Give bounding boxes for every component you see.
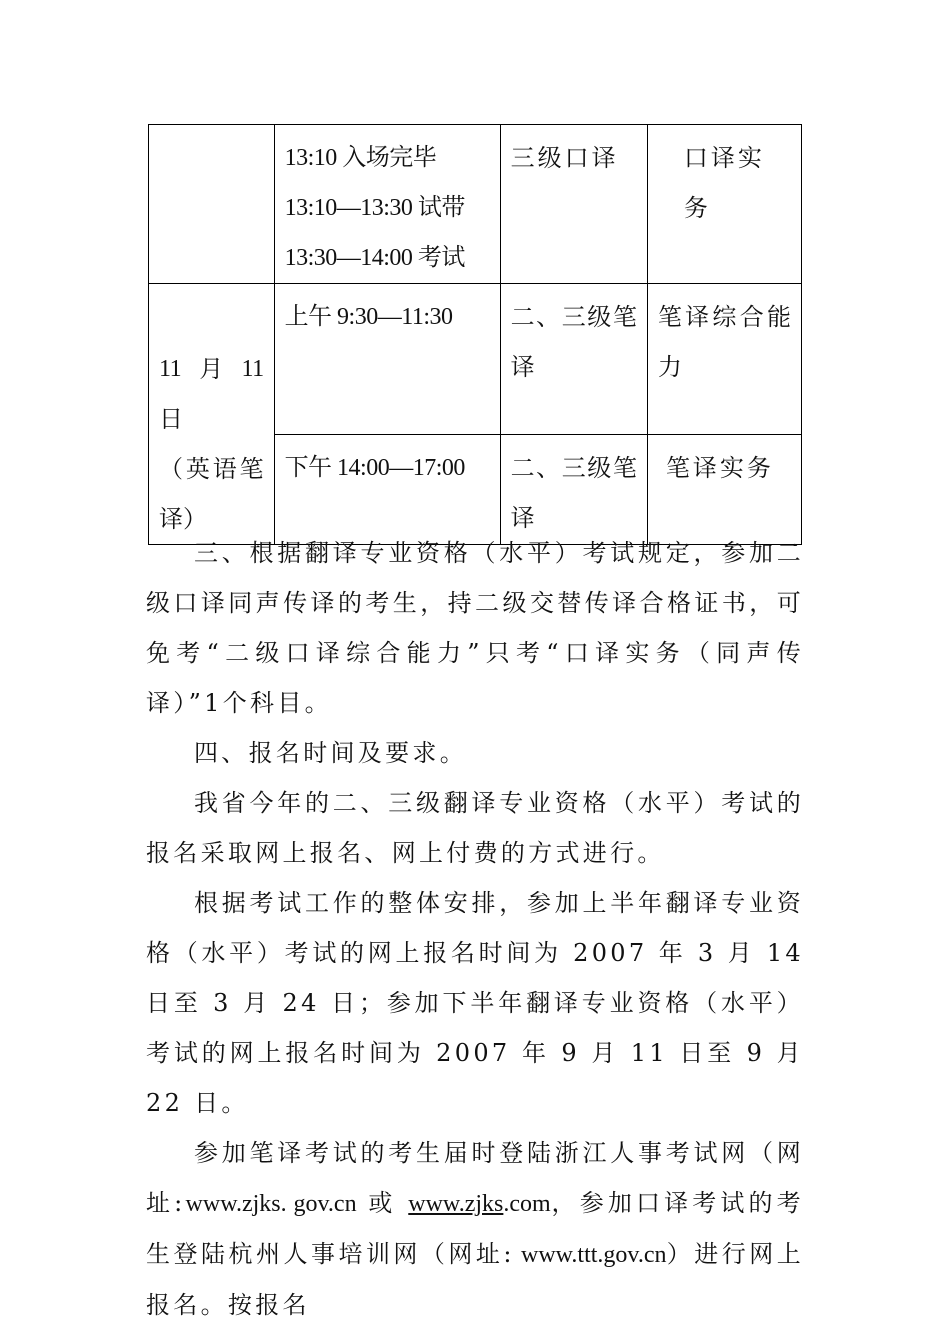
paragraph-exemption: 三、根据翻译专业资格（水平）考试规定，参加二级口译同声传译的考生，持二级交替传译合格证书，可免考“二级口译综合能力”只考“口译实务（同声传译）”1个科目。 [146, 539, 804, 717]
date-month-word: 月 [199, 355, 224, 383]
date-cell [149, 284, 275, 545]
table-row [149, 125, 802, 284]
subject-cell [647, 284, 801, 435]
time-line: 13:10—13:30 试带 [284, 195, 465, 221]
text-span: ）进行网上报名。按报名 [146, 1240, 804, 1319]
time-line: 13:30—14:00 考试 [284, 245, 465, 271]
paragraph-registration-sites [146, 1128, 804, 1330]
zjks-gov-link[interactable]: www.zjks. gov.cn [185, 1191, 357, 1217]
date-line [159, 344, 264, 394]
date-cell-empty [149, 125, 275, 284]
level-line: 译 [510, 353, 535, 381]
subject-cell: 口译实务 [647, 125, 801, 284]
time-cell: 上午 9:30—11:30 [274, 284, 500, 435]
date-line: 日 [159, 405, 183, 433]
paragraph-registration-dates: 根据考试工作的整体安排，参加上半年翻译专业资格（水平）考试的网上报名时间为 2007 年 3 月 14 日至 3 月 24 日；参加下半年翻译专业资格（水平）考试的网上报名时间为 2007 年 9 月 11 日至 9 月 22 日。 [146, 889, 804, 1117]
subject-line: 力 [657, 353, 682, 381]
zjks-com-link[interactable]: www.zjks [408, 1191, 504, 1217]
time-cell [274, 125, 500, 284]
exam-schedule-table [148, 124, 802, 545]
text-span: 参加笔译考试的考生届时登陆浙江人事考试网（网址: [146, 1139, 804, 1217]
date-day: 11 [159, 356, 182, 382]
time-cell: 下午 14:00—17:00 [274, 435, 500, 545]
time-line: 13:10 入场完毕 [284, 145, 437, 171]
body-text [146, 528, 804, 1330]
date-number: 11 [241, 356, 264, 382]
text-span: 或 [356, 1189, 409, 1217]
date-line: （英语笔 [159, 455, 264, 483]
subject-line: 笔译综合能 [657, 303, 791, 331]
level-cell: 三级口译 [500, 125, 647, 284]
level-cell [500, 284, 647, 435]
date-line: 译） [159, 505, 207, 533]
level-line: 译 [510, 504, 535, 533]
paragraph-online-registration: 我省今年的二、三级翻译专业资格（水平）考试的报名采取网上报名、网上付费的方式进行。 [146, 789, 804, 867]
ttt-gov-link[interactable]: www.ttt.gov.cn [514, 1242, 667, 1268]
level-line: 二、三级笔 [510, 303, 637, 331]
table-row [149, 284, 802, 435]
paragraph-section-four: 四、报名时间及要求。 [194, 739, 467, 767]
level-line: 二、三级笔 [510, 454, 637, 483]
zjks-com-link-suffix[interactable]: .com [503, 1191, 551, 1217]
text-span: ，参加口译考试的考生登陆杭州人事培训网（网址: [146, 1189, 804, 1268]
subject-cell: 笔译实务 [647, 435, 801, 545]
